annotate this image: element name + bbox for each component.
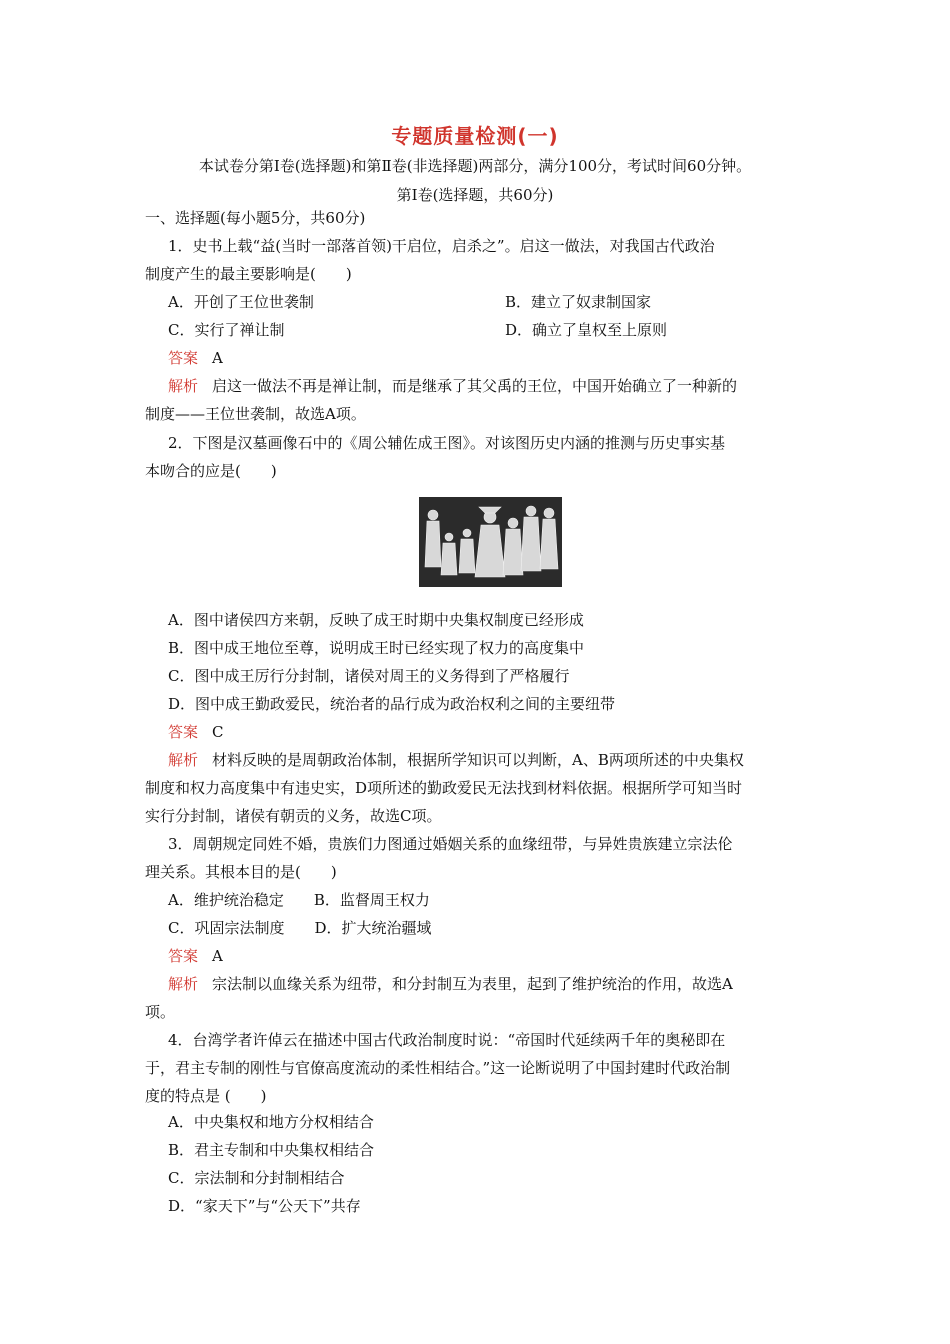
q4-option-c: C．宗法制和分封制相结合 bbox=[168, 1169, 345, 1187]
q3-analysis-line2: 项。 bbox=[145, 1003, 176, 1021]
analysis-label: 解析 bbox=[168, 975, 199, 993]
q2-option-b: B．图中成王地位至尊，说明成王时已经实现了权力的高度集中 bbox=[168, 639, 585, 657]
q1-analysis-line2: 制度——王位世袭制，故选A项。 bbox=[145, 405, 366, 423]
answer-label: 答案 bbox=[168, 349, 199, 367]
q1-answer bbox=[168, 348, 223, 368]
answer-label: 答案 bbox=[168, 947, 199, 965]
relief-figures-illustration bbox=[419, 497, 562, 587]
q3-stem-line2: 理关系。其根本目的是( ) bbox=[145, 863, 337, 881]
q2-answer bbox=[168, 722, 224, 742]
analysis-label: 解析 bbox=[168, 751, 199, 769]
q3-options-ab: A．维护统治稳定 B．监督周王权力 bbox=[168, 891, 430, 909]
q3-stem-line1: 3．周朝规定同姓不婚，贵族们力图通过婚姻关系的血缘纽带，与异姓贵族建立宗法伦 bbox=[168, 835, 733, 853]
analysis-label: 解析 bbox=[168, 377, 199, 395]
q2-answer-value: C bbox=[212, 723, 224, 741]
q2-analysis-text1: 材料反映的是周朝政治体制，根据所学知识可以判断，A、B两项所述的中央集权 bbox=[212, 751, 744, 769]
q2-analysis-line2: 制度和权力高度集中有违史实，D项所述的勤政爱民无法找到材料依据。根据所学可知当时 bbox=[145, 779, 743, 797]
q4-stem-line2: 于，君主专制的刚性与官僚高度流动的柔性相结合。”这一论断说明了中国封建时代政治制 bbox=[145, 1059, 731, 1077]
q1-option-a: A．开创了王位世袭制 bbox=[168, 293, 314, 311]
q4-option-d: D．“家天下”与“公天下”共存 bbox=[168, 1197, 361, 1215]
q3-analysis-text1: 宗法制以血缘关系为纽带，和分封制互为表里，起到了维护统治的作用，故选A bbox=[212, 975, 733, 993]
q2-analysis-line1 bbox=[168, 750, 744, 770]
section-heading: 一、选择题(每小题5分，共60分) bbox=[145, 209, 366, 227]
q4-option-b: B．君主专制和中央集权相结合 bbox=[168, 1141, 375, 1159]
q1-stem-line2: 制度产生的最主要影响是( ) bbox=[145, 265, 352, 283]
q1-option-d: D．确立了皇权至上原则 bbox=[505, 321, 668, 339]
exam-intro: 本试卷分第Ⅰ卷(选择题)和第Ⅱ卷(非选择题)两部分，满分100分，考试时间60分钟。 bbox=[198, 157, 752, 175]
q2-option-a: A．图中诸侯四方来朝，反映了成王时期中央集权制度已经形成 bbox=[168, 611, 584, 629]
part1-title: 第Ⅰ卷(选择题，共60分) bbox=[396, 186, 554, 204]
q1-stem-line1: 1．史书上载“益(当时一部落首领)干启位，启杀之”。启这一做法，对我国古代政治 bbox=[168, 237, 715, 255]
q3-answer bbox=[168, 946, 223, 966]
q1-analysis-text1: 启这一做法不再是禅让制，而是继承了其父禹的王位，中国开始确立了一种新的 bbox=[212, 377, 738, 395]
q4-option-a: A．中央集权和地方分权相结合 bbox=[168, 1113, 374, 1131]
q1-option-c: C．实行了禅让制 bbox=[168, 321, 285, 339]
q1-analysis-line1 bbox=[168, 376, 737, 396]
stone-relief-image bbox=[419, 497, 562, 587]
page-title: 专题质量检测(一) bbox=[391, 124, 559, 148]
q1-answer-value: A bbox=[212, 349, 223, 367]
q2-option-d: D．图中成王勤政爱民，统治者的品行成为政治权利之间的主要纽带 bbox=[168, 695, 616, 713]
q1-option-b: B．建立了奴隶制国家 bbox=[505, 293, 652, 311]
q2-stem-line2: 本吻合的应是( ) bbox=[145, 462, 277, 480]
q3-answer-value: A bbox=[212, 947, 223, 965]
q3-options-cd: C．巩固宗法制度 D．扩大统治疆域 bbox=[168, 919, 432, 937]
q4-stem-line3: 度的特点是 ( ) bbox=[145, 1087, 267, 1105]
q3-analysis-line1 bbox=[168, 974, 733, 994]
answer-label: 答案 bbox=[168, 723, 199, 741]
q2-analysis-line3: 实行分封制，诸侯有朝贡的义务，故选C项。 bbox=[145, 807, 442, 825]
q4-stem-line1: 4．台湾学者许倬云在描述中国古代政治制度时说：“帝国时代延续两千年的奥秘即在 bbox=[168, 1031, 726, 1049]
q2-option-c: C．图中成王厉行分封制，诸侯对周王的义务得到了严格履行 bbox=[168, 667, 570, 685]
q2-stem-line1: 2．下图是汉墓画像石中的《周公辅佐成王图》。对该图历史内涵的推测与历史事实基 bbox=[168, 434, 726, 452]
